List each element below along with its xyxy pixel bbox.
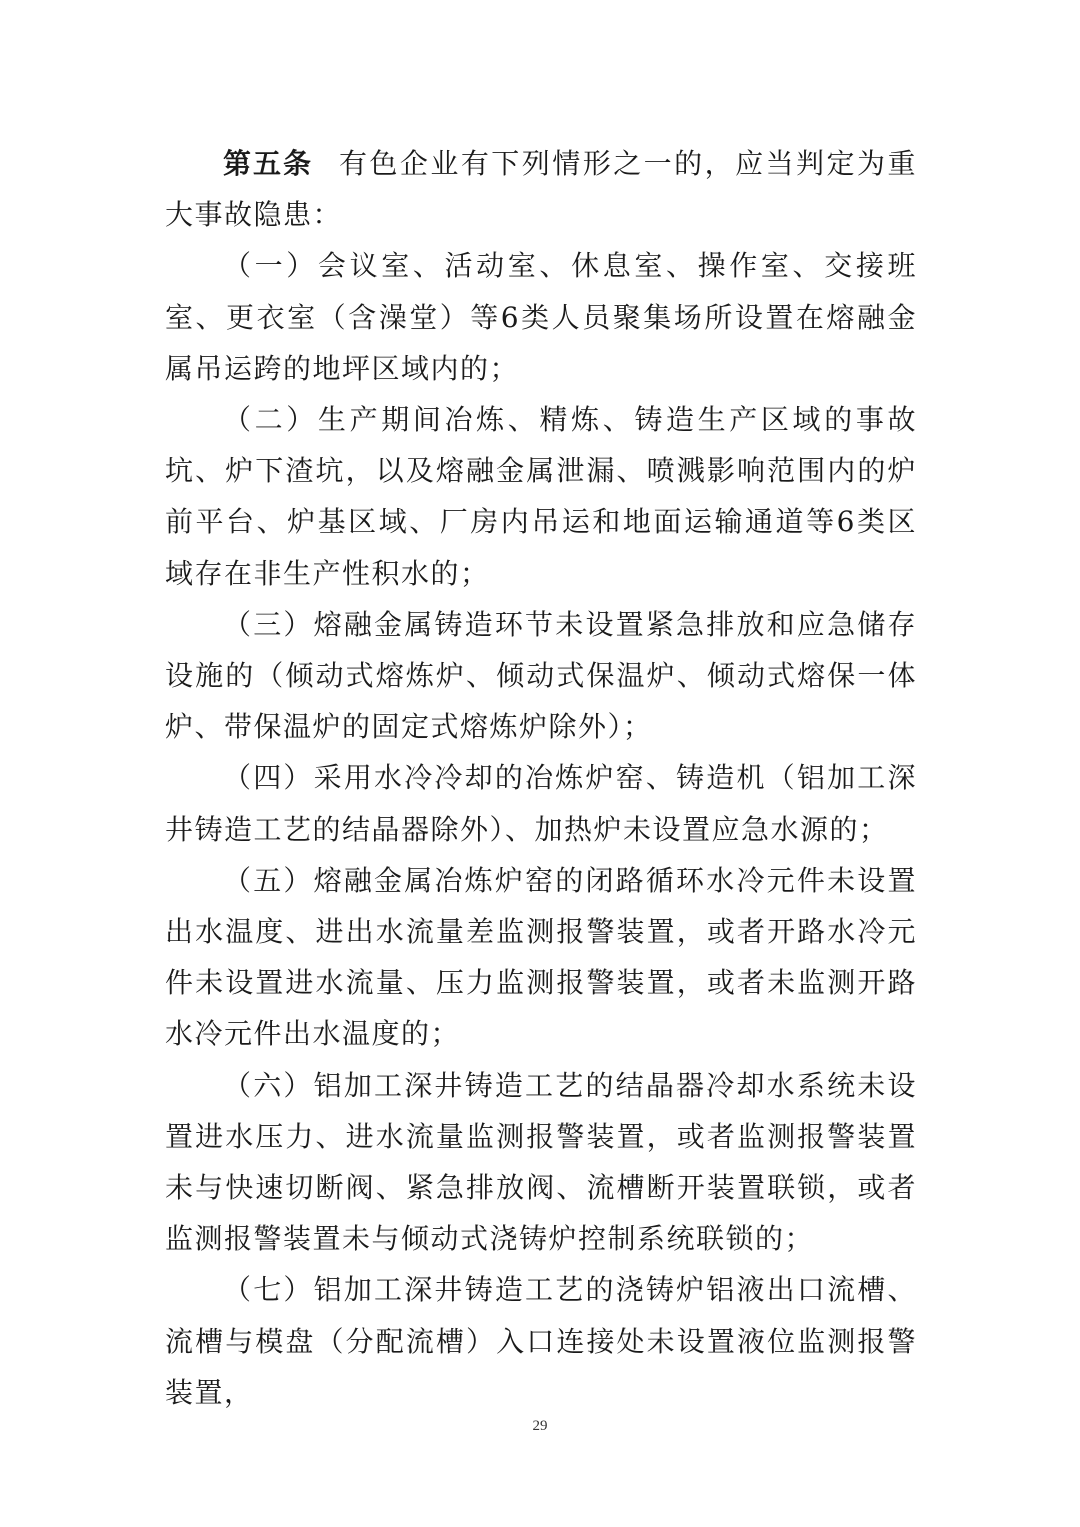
list-item-1: （一）会议室、活动室、休息室、操作室、交接班室、更衣室（含澡堂）等6类人员聚集场所设置在熔融金属吊运跨的地坪区域内的； [165,249,917,385]
list-item-4: （四）采用水冷冷却的冶炼炉窑、铸造机（铝加工深井铸造工艺的结晶器除外）、加热炉未设置应急水源的； [165,761,917,846]
list-item-3: （三）熔融金属铸造环节未设置紧急排放和应急储存设施的（倾动式熔炼炉、倾动式保温炉、倾动式熔保一体炉、带保温炉的固定式熔炼炉除外）； [165,607,917,744]
article-intro-paragraph [165,138,917,240]
list-item-5: （五）熔融金属冶炼炉窑的闭路循环水冷元件未设置出水温度、进出水流量差监测报警装置，或者开路水冷元件未设置进水流量、压力监测报警装置，或者未监测开路水冷元件出水温度的； [165,863,917,1051]
list-item-6: （六）铝加工深井铸造工艺的结晶器冷却水系统未设置进水压力、进水流量监测报警装置，或者监测报警装置未与快速切断阀、紧急排放阀、流槽断开装置联锁，或者监测报警装置未与倾动式浇铸炉控制系统联锁的； [165,1068,917,1256]
list-item-2: （二）生产期间冶炼、精炼、铸造生产区域的事故坑、炉下渣坑，以及熔融金属泄漏、喷溅影响范围内的炉前平台、炉基区域、厂房内吊运和地面运输通道等6类区域存在非生产性积水的； [165,403,917,590]
article-label: 第五条 [223,147,313,180]
article-body [165,138,917,1418]
article-intro-text: 有色企业有下列情形之一的，应当判定为重大事故隐患： [165,147,917,232]
page-number: 29 [532,1418,548,1434]
list-item-7: （七）铝加工深井铸造工艺的浇铸炉铝液出口流槽、流槽与模盘（分配流槽）入口连接处未设置液位监测报警装置， [165,1273,917,1409]
